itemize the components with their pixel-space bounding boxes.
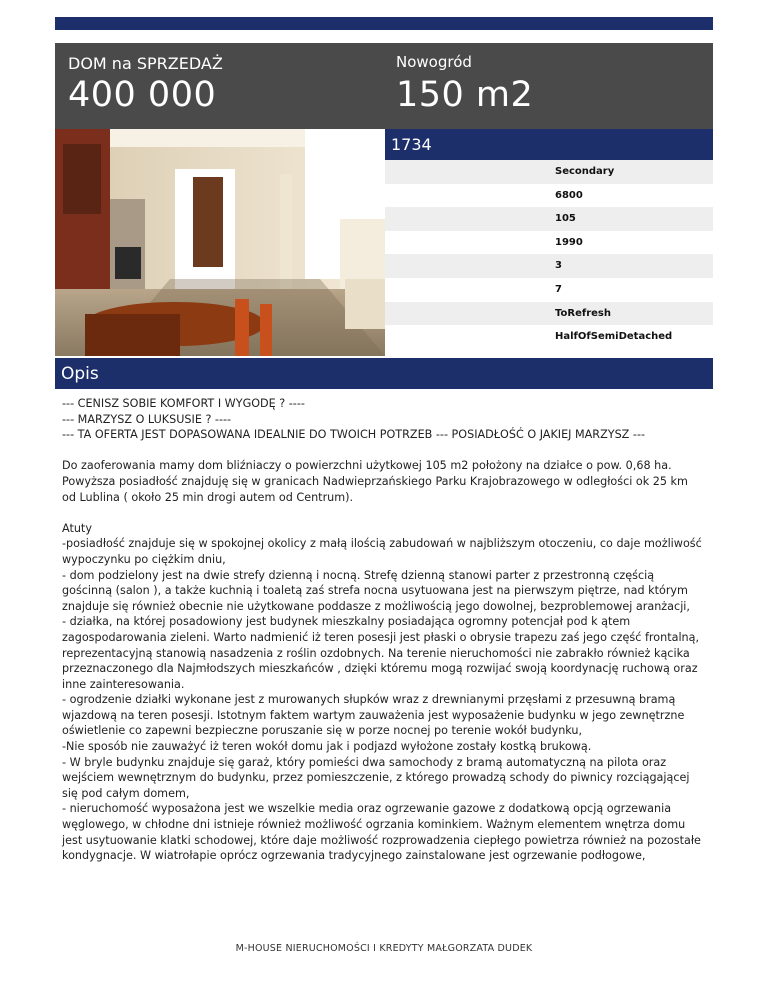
atuty-item: - działka, na której posadowiony jest budynek mieszkalny posiadająca ogromny potencjał pod k ątem zagospodarowania zieleni. Warto nadmienić iż teren posesji jest płaski o obrysie trapezu zaś jego część frontalną, reprezentacyjną stanowią nasadzenia z roślin ozdobnych. Na terenie nieruchomości nie zabrakło również kącika przeznaczonego dla Najmłodszych mieszkańców , dzięki któremu mogą rozwijać swoją koordynację ruchową oraz inne zainteresowania.: [62, 615, 700, 691]
atuty-item: - dom podzielony jest na dwie strefy dzienną i nocną. Strefę dzienną stanowi parter z przestronną częścią gościnną (salon ), a także kuchnią i toaletą zaś strefa nocna usytuowana jest na pierwszym piętrze, nad którym znajduje się również obecnie nie użytkowane poddasze z możliwością jego dowolnej, bezproblemowej aranżacji,: [62, 568, 690, 613]
attribute-value: 105: [555, 213, 576, 225]
listing-type: DOM na SPRZEDAŻ: [68, 54, 223, 73]
attribute-value: ToRefresh: [555, 307, 611, 319]
attribute-value: 3: [555, 260, 562, 272]
description-section-header: [55, 358, 713, 389]
footer-agency: M-HOUSE NIERUCHOMOŚCI I KREDYTY MAŁGORZATA DUDEK: [235, 943, 533, 954]
intro-line: --- TA OFERTA JEST DOPASOWANA IDEALNIE DO TWOICH POTRZEB --- POSIADŁOŚĆ O JAKIEJ MARZYSZ ---: [62, 428, 646, 442]
listing-header: [55, 43, 713, 129]
listing-price: 400 000: [68, 75, 217, 115]
listing-city: Nowogród: [396, 53, 472, 71]
attributes-table: [385, 160, 713, 349]
attribute-row: [385, 207, 713, 231]
property-photo: [55, 129, 385, 356]
atuty-item: -Nie sposób nie zauważyć iż teren wokół domu jak i podjazd wyłożone zostały kostką brukową.: [62, 740, 592, 754]
listing-area: 150 m2: [396, 75, 534, 115]
attribute-value: Secondary: [555, 166, 615, 177]
atuty-item: - nieruchomość wyposażona jest we wszelkie media oraz ogrzewanie gazowe z dodatkową opcją ogrzewania węglowego, w chłodne dni istnieje również możliwość ogrzania kominkiem. Ważnym elementem wnętrza domu jest usytuowanie klatki schodowej, które daje możliwość rozprowadzenia ciepłego powietrza również na pozostałe kondygnacje. W wiatrołapie oprócz ogrzewania tradycyjnego zainstalowane jest ogrzewanie podłogowe,: [62, 802, 701, 863]
attribute-row: [385, 160, 713, 184]
description-intro: [62, 396, 702, 443]
attribute-value: 7: [555, 283, 562, 295]
attribute-row: [385, 254, 713, 278]
atuty-heading: Atuty: [62, 521, 92, 535]
property-photo-illustration: [55, 129, 385, 356]
atuty-item: - W bryle budynku znajduje się garaż, który pomieści dwa samochody z bramą automatyczną na pilota oraz wejściem wewnętrznym do budynku, przez pomieszczenie, z którego prowadzą schody do piwnicy rozciągającej się pod całym domem,: [62, 755, 690, 800]
attribute-row: [385, 325, 713, 349]
atuty-item: -posiadłość znajduje się w spokojnej okolicy z małą ilością zabudowań w najbliższym otoczeniu, co daje możliwość wypoczynku po ciężkim dniu,: [62, 537, 702, 566]
description-body: [62, 396, 702, 864]
listing-id: 1734: [391, 135, 432, 154]
attribute-row: [385, 184, 713, 208]
attribute-row: [385, 231, 713, 255]
intro-line: --- CENISZ SOBIE KOMFORT I WYGODĘ ? ----: [62, 397, 305, 410]
intro-line: --- MARZYSZ O LUKSUSIE ? ----: [62, 412, 232, 426]
attribute-row: [385, 278, 713, 302]
description-atuty: [62, 521, 702, 864]
top-accent-bar: [55, 17, 713, 30]
attribute-value: HalfOfSemiDetached: [555, 331, 673, 343]
description-lead: Do zaoferowania mamy dom bliźniaczy o powierzchni użytkowej 105 m2 położony na działce o pow. 0,68 ha. Powyższa posiadłość znajduję się w granicach Nadwieprzańskiego Parku Krajobrazowego w odległości ok 25 km od Lublina ( około 25 min drogi autem od Centrum).: [62, 459, 688, 504]
attribute-value: 6800: [555, 189, 583, 201]
listing-id-bar: [385, 129, 713, 160]
atuty-item: - ogrodzenie działki wykonane jest z murowanych słupków wraz z drewnianymi przęsłami z przesuwną bramą wjazdową na teren posesji. Istotnym faktem wartym zauważenia jest wyposażenie budynku w jego zewnętrzne oświetlenie co zapewni bezpieczne poruszanie się w porze nocnej po terenie wokół budynku,: [62, 693, 685, 738]
section-title: Opis: [61, 364, 99, 384]
attribute-row: [385, 302, 713, 326]
attribute-value: 1990: [555, 236, 583, 248]
